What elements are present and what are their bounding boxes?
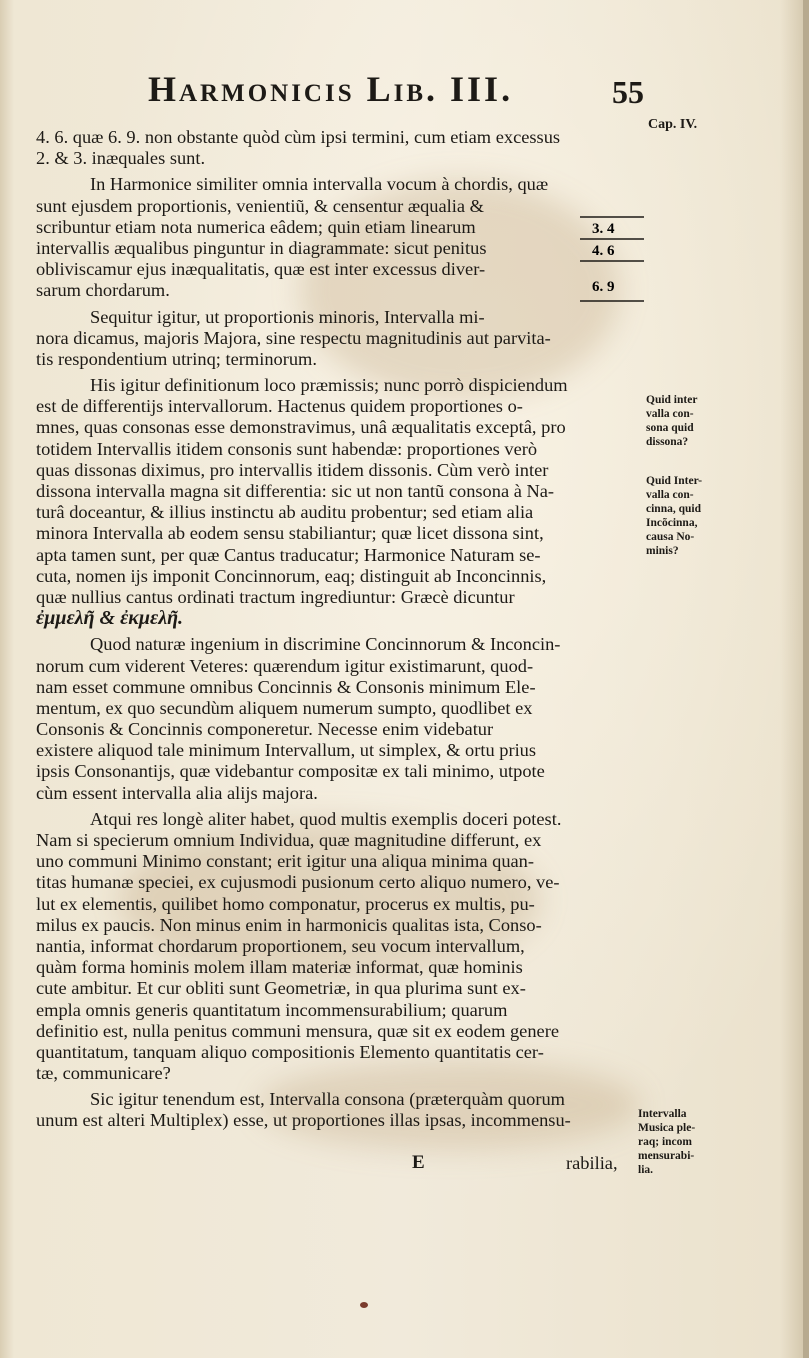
text-line: His igitur definitionum loco præmissis; nunc porrò dispiciendum (90, 375, 568, 396)
running-head: Harmonicis Lib. III. (148, 69, 514, 109)
text-line: nantia, informat chordarum proportionem, seu vocum intervallum, (36, 935, 525, 956)
text-line: minora Intervalla ab eodem sensu stabiliantur; quæ licet dissona sint, (36, 523, 544, 544)
text-line: apta tamen sunt, per quæ Cantus traducatur; Harmonice Naturam se- (36, 544, 541, 565)
page-edge (803, 0, 809, 1358)
text-line: cuta, nomen ijs imponit Concinnorum, eaq; distinguit ab Inconcinnis, (36, 565, 547, 586)
text-line: lut ex elementis, quilibet homo componatur, procerus ex multis, pu- (36, 893, 535, 914)
signature-mark: E (412, 1152, 425, 1173)
text-line: Sic igitur tenendum est, Intervalla consona (præterquàm quorum (90, 1089, 565, 1110)
margin-note-line: Quid inter (646, 394, 698, 406)
text-line: scribuntur etiam nota numerica eâdem; quin etiam linearum (36, 216, 476, 237)
margin-note-consona (646, 393, 697, 449)
text-line: Atqui res longè aliter habet, quod multis exemplis doceri potest. (90, 808, 562, 829)
margin-note-line: Quid Inter- (646, 475, 703, 487)
text-line: quas dissonas diximus, pro intervallis itidem dissonis. Cùm verò inter (36, 459, 549, 480)
margin-note-concinna (646, 474, 702, 558)
margin-note-line: Intervalla (638, 1108, 687, 1120)
text-line: mentum, ex quo secundùm aliquem numerum sumpto, quodlibet ex (36, 697, 533, 718)
text-line: In Harmonice similiter omnia intervalla vocum à chordis, quæ (90, 174, 549, 195)
ink-blot (360, 1302, 368, 1308)
text-line: sarum chordarum. (36, 280, 170, 301)
text-line: cùm essent intervalla alia alijs majora. (36, 782, 318, 803)
text-line: Sequitur igitur, ut proportionis minoris, Intervalla mi- (90, 306, 485, 327)
margin-note-line: dissona? (646, 436, 689, 448)
text-line: milus ex paucis. Non minus enim in harmonicis qualitas ista, Conso- (36, 914, 542, 935)
text-line: obliviscamur ejus inæqualitatis, quæ est inter excessus diver- (36, 259, 486, 280)
text-line: ἐμμελῆ & ἐκμελῆ. (36, 608, 184, 630)
text-line: existere aliquod tale minimum Intervallum, ut simplex, & ortu prius (36, 740, 537, 761)
text-line: definitio est, nulla penitus communi mensura, quæ sit ex eodem genere (36, 1020, 559, 1041)
catchword: rabilia, (566, 1153, 618, 1173)
diagram-label: 3. 4 (592, 221, 615, 237)
margin-note-line: causa No- (646, 531, 695, 543)
margin-note-incommensurabilia (638, 1107, 695, 1177)
text-line: tis respondentium utrinq; terminorum. (36, 348, 317, 369)
text-line: empla omnis generis quantitatum incommensurabilium; quarum (36, 999, 508, 1020)
margin-note-line: Musica ple- (638, 1122, 696, 1134)
text-line: dissona intervalla magna sit differentia: sic ut non tantũ consona à Na- (36, 481, 555, 501)
text-line: uno communi Minimo constant; erit igitur una aliqua minima quan- (36, 851, 534, 872)
text-line: est de differentijs intervallorum. Hactenus quidem proportiones o- (36, 396, 523, 417)
margin-note-line: valla con- (646, 408, 694, 420)
text-line: ipsis Consonantijs, quæ videbantur compositæ ex tali minimo, utpote (36, 761, 545, 782)
text-line: quantitatum, tanquam aliquo compositionis Elemento quantitatis cer- (36, 1041, 544, 1062)
text-line: norum cum viderent Veteres: quærendum igitur existimarunt, quod- (36, 655, 534, 676)
text-line: tæ, communicare? (36, 1063, 171, 1084)
margin-note-line: mensurabi- (638, 1150, 695, 1162)
main-text (36, 127, 636, 1132)
text-line: Consonis & Concinnis componeretur. Necesse enim videbatur (36, 719, 494, 740)
diagram-label: 4. 6 (592, 243, 615, 259)
text-line: 4. 6. quæ 6. 9. non obstante quòd cùm ipsi termini, cum etiam excessus (36, 127, 561, 147)
text-line: totidem Intervallis itidem consonis sunt habendæ: proportiones verò (36, 438, 538, 459)
page-number: 55 (612, 74, 644, 110)
margin-note-line: raq; incom (638, 1136, 692, 1148)
text-line: Quod naturæ ingenium in discrimine Concinnorum & Inconcin- (90, 634, 561, 655)
text-line: mnes, quas consonas esse demonstravimus, unâ æqualitatis exceptâ, pro (36, 417, 566, 438)
diagram-label: 6. 9 (592, 279, 615, 295)
text-line: nam esset commune omnibus Concinnis & Consonis minimum Ele- (36, 676, 536, 697)
text-line: intervallis æqualibus pinguntur in diagrammate: sicut penitus (36, 237, 487, 258)
text-line: sunt ejusdem proportionis, venientiũ, & censentur æqualia & (36, 195, 484, 216)
interval-diagram (578, 203, 648, 313)
margin-note-line: cinna, quid (646, 503, 701, 515)
margin-note-line: valla con- (646, 489, 694, 501)
text-line: Nam si specierum omnium Individua, quæ magnitudine differunt, ex (36, 830, 542, 850)
chapter-marker: Cap. IV. (648, 117, 698, 132)
margin-note-line: sona quid (646, 422, 694, 434)
text-line: turâ doceantur, & illius instinctu ab auditu probentur; sed etiam alia (36, 502, 534, 523)
text-line: quàm forma hominis molem illam materiæ informat, quæ hominis (36, 957, 523, 978)
text-line: titas humanæ speciei, ex cujusmodi pusionum certo aliquo numero, ve- (36, 872, 560, 893)
text-line: cute ambitur. Et cur obliti sunt Geometriæ, in qua plurima sunt ex- (36, 978, 526, 999)
text-line: unum est alteri Multiplex) esse, ut proportiones illas ipsas, incommensu- (36, 1110, 571, 1131)
margin-note-line: minis? (646, 545, 679, 557)
text-line: nora dicamus, majoris Majora, sine respectu magnitudinis aut parvita- (36, 327, 551, 348)
text-line: 2. & 3. inæquales sunt. (36, 148, 206, 169)
margin-note-line: Incõcinna, (646, 517, 698, 529)
text-line: quæ nullius cantus ordinati tractum ingrediuntur: Græcè dicuntur (36, 586, 515, 607)
margin-note-line: lia. (638, 1164, 654, 1176)
